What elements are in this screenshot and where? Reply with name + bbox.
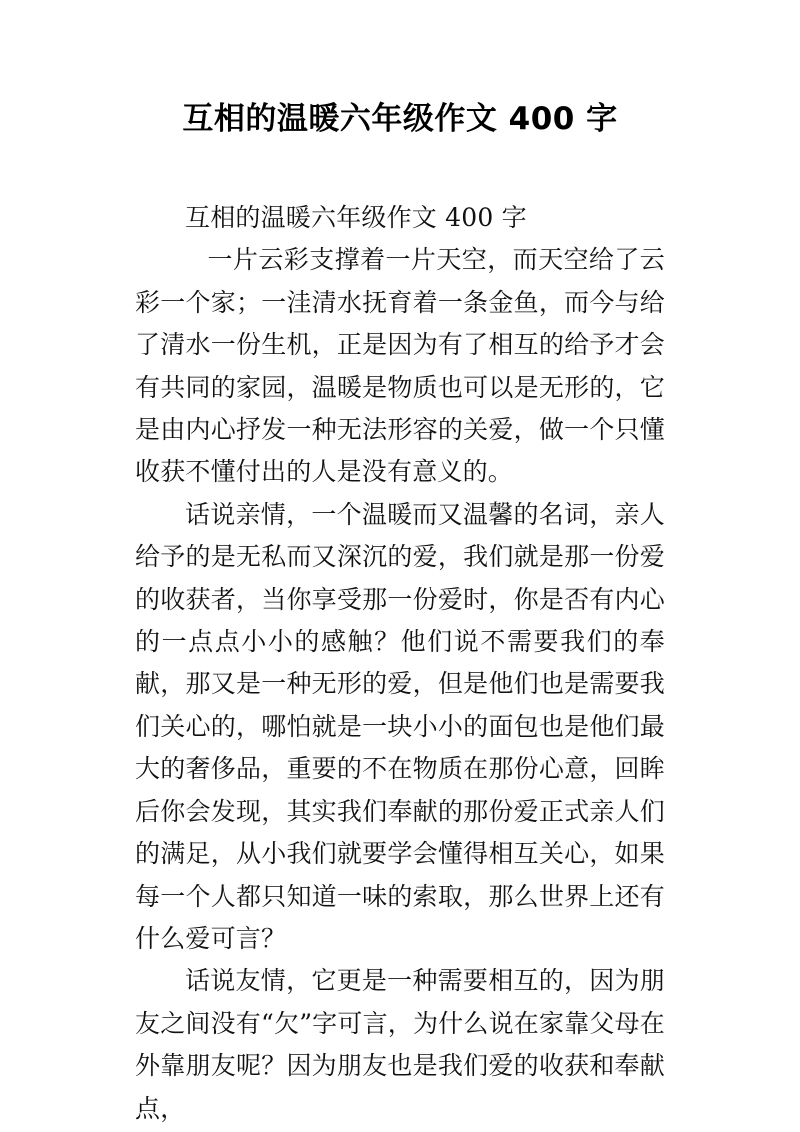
document-body [135, 197, 665, 1130]
body-heading: 互相的温暖六年级作文 400 字 [185, 203, 527, 232]
paragraph-1: 一片云彩支撑着一片天空，而天空给了云彩一个家；一洼清水抚育着一条金鱼，而今与给了清水一份生机，正是因为有了相互的给予才会有共同的家园，温暖是物质也可以是无形的，它是由内心抒发一种无法形容的关爱，做一个只懂收获不懂付出的人是没有意义的。 [135, 245, 665, 487]
document-title: 互相的温暖六年级作文 400 字 [182, 101, 618, 137]
paragraph-2: 话说亲情，一个温暖而又温馨的名词，亲人给予的是无私而又深沉的爱，我们就是那一份爱的收获者，当你享受那一份爱时，你是否有内心的一点点小小的感触？他们说不需要我们的奉献，那又是一种无形的爱，但是他们也是需要我们关心的，哪怕就是一块小小的面包也是他们最大的奢侈品，重要的不在物质在那份心意，回眸后你会发现，其实我们奉献的那份爱正式亲人们的满足，从小我们就要学会懂得相互关心，如果每一个人都只知道一味的索取，那么世界上还有什么爱可言？ [135, 499, 665, 953]
paragraph-3: 话说友情，它更是一种需要相互的，因为朋友之间没有“欠”字可言，为什么说在家靠父母在外靠朋友呢？因为朋友也是我们爱的收获和奉献点， [135, 966, 665, 1123]
